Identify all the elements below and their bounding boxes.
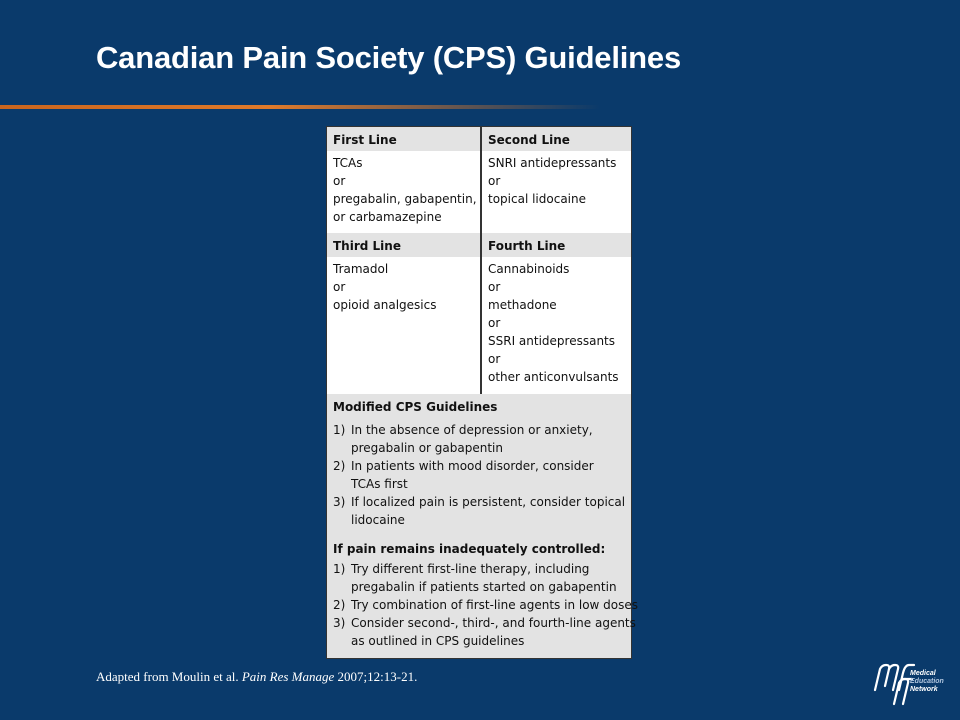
table-body-row-1: [327, 151, 631, 235]
first-line-item: pregabalin, gabapentin,: [333, 192, 477, 206]
list-item: [333, 596, 639, 614]
list-item: [333, 560, 625, 596]
list-number: 2): [333, 598, 346, 612]
notes-section: [327, 394, 639, 658]
list-number: 3): [333, 616, 346, 630]
fourth-line-cell: [482, 257, 631, 394]
fourth-line-item: or: [488, 316, 501, 330]
list-number: 3): [333, 495, 346, 509]
list-item: [333, 457, 625, 493]
first-line-item: TCAs: [333, 156, 363, 170]
citation-suffix: 2007;12:13-21.: [334, 669, 418, 684]
modified-guidelines-list: [333, 421, 625, 529]
second-line-header: Second Line: [488, 133, 570, 147]
logo-line: Education: [910, 678, 944, 685]
fourth-line-item: or: [488, 352, 501, 366]
third-line-header: Third Line: [327, 233, 482, 257]
inadequate-control-heading: If pain remains inadequately controlled:: [333, 542, 606, 556]
first-line-item: or carbamazepine: [333, 210, 442, 224]
list-text: Try different first-line therapy, including: [351, 562, 590, 576]
list-text: pregabalin if patients started on gabapentin: [351, 580, 617, 594]
modified-guidelines-heading: Modified CPS Guidelines: [333, 400, 498, 414]
third-line-item: opioid analgesics: [333, 298, 437, 312]
citation-prefix: Adapted from Moulin et al.: [96, 669, 242, 684]
table-header-row-1: [327, 127, 631, 153]
logo-line: Network: [910, 686, 938, 693]
fourth-line-item: or: [488, 280, 501, 294]
logo-text: [910, 670, 944, 694]
list-item: [333, 614, 636, 650]
logo-line: Medical: [910, 670, 936, 677]
title-underline: [0, 105, 600, 109]
list-text: Consider second-, third-, and fourth-line agents: [351, 616, 636, 630]
list-item: [333, 421, 625, 457]
table-header-row-2: [327, 233, 631, 259]
second-line-item: SNRI antidepressants: [488, 156, 617, 170]
second-line-item: topical lidocaine: [488, 192, 586, 206]
list-text: TCAs first: [351, 477, 408, 491]
list-text: as outlined in CPS guidelines: [351, 634, 525, 648]
inadequate-control-list: [333, 560, 639, 650]
citation: [96, 669, 417, 685]
first-line-item: or: [333, 174, 346, 188]
fourth-line-item: methadone: [488, 298, 557, 312]
fourth-line-header: Fourth Line: [488, 239, 566, 253]
second-line-cell: [482, 151, 631, 233]
list-number: 1): [333, 423, 346, 437]
list-number: 2): [333, 459, 346, 473]
list-text: If localized pain is persistent, consider topical: [351, 495, 626, 509]
fourth-line-item: SSRI antidepressants: [488, 334, 616, 348]
list-text: In the absence of depression or anxiety,: [351, 423, 593, 437]
list-number: 1): [333, 562, 346, 576]
table-body-row-2: [327, 257, 631, 396]
fourth-line-item: Cannabinoids: [488, 262, 570, 276]
third-line-item: or: [333, 280, 346, 294]
fourth-line-item: other anticonvulsants: [488, 370, 619, 384]
list-item: [333, 493, 625, 529]
citation-journal: Pain Res Manage: [241, 669, 335, 684]
first-line-header: First Line: [327, 127, 482, 151]
medical-education-network-logo: [872, 660, 954, 710]
third-line-cell: [327, 257, 482, 394]
list-text: In patients with mood disorder, consider: [351, 459, 594, 473]
list-text: Try combination of first-line agents in low doses: [351, 598, 639, 612]
third-line-item: Tramadol: [333, 262, 389, 276]
list-text: pregabalin or gabapentin: [351, 441, 503, 455]
list-text: lidocaine: [351, 513, 405, 527]
slide-title: Canadian Pain Society (CPS) Guidelines: [96, 40, 681, 75]
first-line-cell: [327, 151, 482, 233]
guidelines-table: [326, 126, 639, 659]
second-line-item: or: [488, 174, 501, 188]
